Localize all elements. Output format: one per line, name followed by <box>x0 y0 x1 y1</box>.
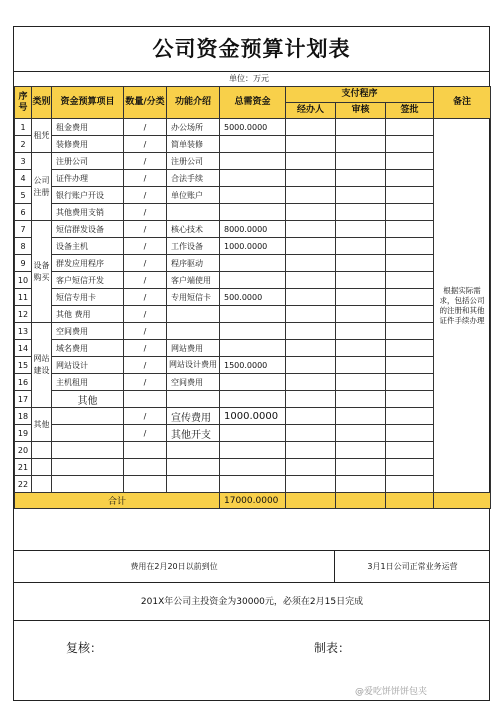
cell-review <box>336 119 386 136</box>
item-name <box>52 442 124 459</box>
row-number: 21 <box>15 459 32 476</box>
row-number: 3 <box>15 153 32 170</box>
item-total: 1000.0000 <box>220 408 286 425</box>
item-qty: / <box>124 255 167 272</box>
row-number: 16 <box>15 374 32 391</box>
item-name <box>52 459 124 476</box>
row-number: 6 <box>15 204 32 221</box>
item-function: 单位账户 <box>167 187 220 204</box>
note-cell: 根据实际需求，包括公司的注册和其他证件手续办理 <box>434 119 491 493</box>
item-total <box>220 272 286 289</box>
item-name: 其他 费用 <box>52 306 124 323</box>
item-name: 银行账户开设 <box>52 187 124 204</box>
row-number: 15 <box>15 357 32 374</box>
row-number: 11 <box>15 289 32 306</box>
item-total <box>220 136 286 153</box>
item-total <box>220 391 286 408</box>
header-payment: 支付程序 <box>286 87 434 103</box>
item-function: 合法手续 <box>167 170 220 187</box>
signature-row <box>14 620 490 676</box>
table-row <box>15 357 491 374</box>
item-function: 客户端使用 <box>167 272 220 289</box>
item-total: 5000.0000 <box>220 119 286 136</box>
row-number: 4 <box>15 170 32 187</box>
table-row <box>15 255 491 272</box>
budget-sheet <box>13 26 490 701</box>
item-qty <box>124 476 167 493</box>
row-number: 20 <box>15 442 32 459</box>
row-number: 2 <box>15 136 32 153</box>
item-qty: / <box>124 170 167 187</box>
category-rent: 租凭 <box>32 119 52 153</box>
item-qty <box>124 391 167 408</box>
row-number: 9 <box>15 255 32 272</box>
unit-row <box>14 71 489 87</box>
item-qty: / <box>124 153 167 170</box>
item-total <box>220 374 286 391</box>
header-item: 资金预算项目 <box>52 87 124 119</box>
table-row <box>15 391 491 408</box>
item-qty: / <box>124 221 167 238</box>
item-total: 1500.0000 <box>220 357 286 374</box>
item-function: 程序驱动 <box>167 255 220 272</box>
row-number: 5 <box>15 187 32 204</box>
row-number: 12 <box>15 306 32 323</box>
item-qty <box>124 459 167 476</box>
item-name: 群发应用程序 <box>52 255 124 272</box>
item-total <box>220 425 286 442</box>
table-row <box>15 221 491 238</box>
item-total <box>220 476 286 493</box>
row-number: 14 <box>15 340 32 357</box>
item-function: 办公场所 <box>167 119 220 136</box>
table-row <box>15 136 491 153</box>
item-name: 空间费用 <box>52 323 124 340</box>
item-function <box>167 204 220 221</box>
schedule-row <box>14 550 490 583</box>
item-qty: / <box>124 136 167 153</box>
item-name <box>52 476 124 493</box>
item-function: 其他开支 <box>167 425 220 442</box>
item-function: 简单装修 <box>167 136 220 153</box>
table-row <box>15 374 491 391</box>
item-function: 网站费用 <box>167 340 220 357</box>
item-name: 其他费用支销 <box>52 204 124 221</box>
watermark: @爱吃饼饼饼包夹 <box>355 687 428 697</box>
table-row <box>15 119 491 136</box>
header-qty: 数量/分类 <box>124 87 167 119</box>
item-total <box>220 459 286 476</box>
item-name: 短信专用卡 <box>52 289 124 306</box>
table-row <box>15 340 491 357</box>
item-name: 注册公司 <box>52 153 124 170</box>
item-qty: / <box>124 374 167 391</box>
row-number: 1 <box>15 119 32 136</box>
item-qty: / <box>124 323 167 340</box>
item-name: 网站设计 <box>52 357 124 374</box>
header-category: 类别 <box>32 87 52 119</box>
table-row <box>15 238 491 255</box>
table-row <box>15 323 491 340</box>
item-total <box>220 255 286 272</box>
item-function: 工作设备 <box>167 238 220 255</box>
item-qty: / <box>124 408 167 425</box>
header-function: 功能介绍 <box>167 87 220 119</box>
item-qty: / <box>124 272 167 289</box>
item-qty <box>124 442 167 459</box>
cell-approve <box>386 119 434 136</box>
item-name <box>52 425 124 442</box>
item-function <box>167 459 220 476</box>
item-total <box>220 204 286 221</box>
row-number: 22 <box>15 476 32 493</box>
item-total <box>220 187 286 204</box>
item-name: 证件办理 <box>52 170 124 187</box>
maker-label: 制表： <box>314 641 351 655</box>
item-total: 500.0000 <box>220 289 286 306</box>
item-function <box>167 476 220 493</box>
item-total <box>220 153 286 170</box>
item-total <box>220 306 286 323</box>
item-function: 专用短信卡 <box>167 289 220 306</box>
operate-note: 3月1日公司正常业务运营 <box>367 562 458 571</box>
item-total <box>220 340 286 357</box>
sheet-title: 公司资金预算计划表 <box>14 27 489 72</box>
table-row <box>15 170 491 187</box>
category-website: 网站建设 <box>32 323 52 408</box>
item-function: 网站设计费用 <box>167 357 220 374</box>
item-function <box>167 306 220 323</box>
row-number: 10 <box>15 272 32 289</box>
table-row <box>15 204 491 221</box>
header-seq: 序号 <box>15 87 32 119</box>
row-number: 7 <box>15 221 32 238</box>
total-value: 17000.0000 <box>220 493 286 509</box>
item-function <box>167 442 220 459</box>
funds-note: 费用在2月20日以前到位 <box>14 551 335 583</box>
table-row <box>15 272 491 289</box>
item-function: 空间费用 <box>167 374 220 391</box>
row-number: 8 <box>15 238 32 255</box>
item-function: 宣传费用 <box>167 408 220 425</box>
item-total <box>220 170 286 187</box>
item-qty: / <box>124 306 167 323</box>
item-name: 客户短信开发 <box>52 272 124 289</box>
item-total: 8000.0000 <box>220 221 286 238</box>
cell-handler <box>286 119 336 136</box>
total-label: 合计 <box>15 493 220 509</box>
row-number: 13 <box>15 323 32 340</box>
item-qty: / <box>124 357 167 374</box>
item-function <box>167 323 220 340</box>
item-qty: / <box>124 119 167 136</box>
item-function <box>167 391 220 408</box>
table-row <box>15 425 491 442</box>
item-name: 短信群发设备 <box>52 221 124 238</box>
budget-table <box>14 86 491 509</box>
item-name: 域名费用 <box>52 340 124 357</box>
unit-label: 单位：万元 <box>229 74 269 83</box>
item-qty: / <box>124 289 167 306</box>
category-registration: 公司注册 <box>32 153 52 221</box>
item-function: 核心技术 <box>167 221 220 238</box>
table-row <box>15 289 491 306</box>
table-row <box>15 442 491 459</box>
item-qty: / <box>124 340 167 357</box>
item-total <box>220 323 286 340</box>
item-name: 租金费用 <box>52 119 124 136</box>
item-qty: / <box>124 425 167 442</box>
item-name <box>52 408 124 425</box>
item-name: 其他 <box>52 391 124 408</box>
table-row <box>15 306 491 323</box>
table-row <box>15 476 491 493</box>
table-row <box>15 408 491 425</box>
review-label: 复核： <box>66 641 103 655</box>
item-qty: / <box>124 204 167 221</box>
header-review: 审核 <box>336 103 386 119</box>
item-function: 注册公司 <box>167 153 220 170</box>
capital-note: 201X年公司主投资金为30000元，必须在2月15日完成 <box>14 582 490 621</box>
item-total <box>220 442 286 459</box>
item-qty: / <box>124 187 167 204</box>
category-equipment: 设备购买 <box>32 221 52 323</box>
total-row <box>15 493 491 509</box>
category-other: 其他 <box>32 408 52 442</box>
item-total: 1000.0000 <box>220 238 286 255</box>
row-number: 18 <box>15 408 32 425</box>
header-handler: 经办人 <box>286 103 336 119</box>
item-qty: / <box>124 238 167 255</box>
item-name: 主机租用 <box>52 374 124 391</box>
header-approve: 签批 <box>386 103 434 119</box>
table-row <box>15 153 491 170</box>
row-number: 17 <box>15 391 32 408</box>
item-name: 设备主机 <box>52 238 124 255</box>
header-note: 备注 <box>434 87 491 119</box>
header-total: 总需资金 <box>220 87 286 119</box>
table-row <box>15 459 491 476</box>
table-row <box>15 187 491 204</box>
item-name: 装修费用 <box>52 136 124 153</box>
row-number: 19 <box>15 425 32 442</box>
